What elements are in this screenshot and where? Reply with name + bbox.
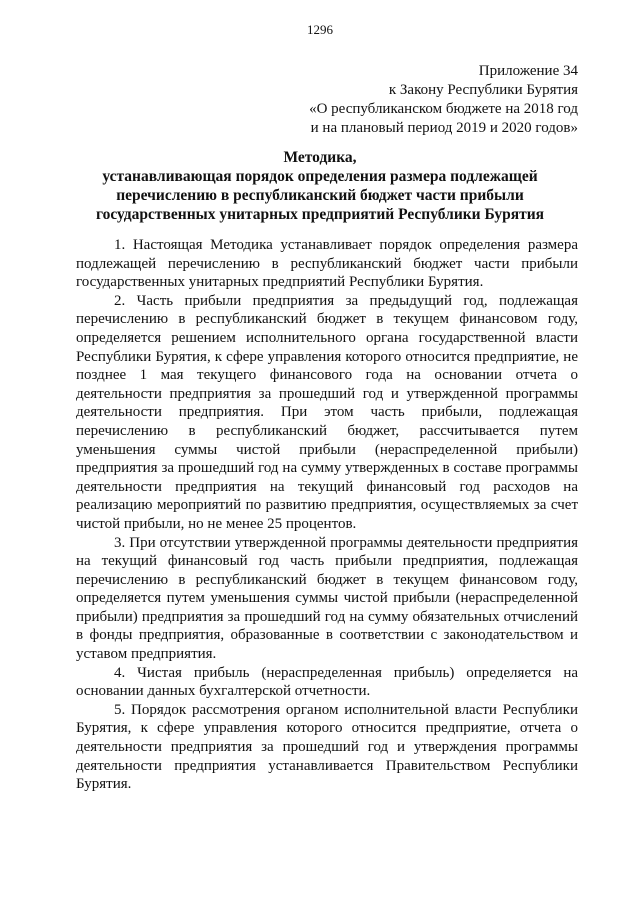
title-line-4: государственных унитарных предприятий Республики Бурятия (95, 206, 545, 223)
paragraph-2: 2. Часть прибыли предприятия за предыдущий год, подлежащая перечислению в республиканский бюджет в текущем финансовом году, определяется решением исполнительного органа государственной власти Республики Бурятия, к сфере управления которого относится предприятие, не позднее 1 мая текущего финансового года на основании отчета о деятельности предприятия за прошедший год и утвержденной программы деятельности предприятия. При этом часть прибыли, подлежащая перечислению в республиканский бюджет, рассчитывается путем уменьшения суммы чистой прибыли (нераспределенной прибыли) предприятия за прошедший год на сумму утвержденных в составе программы деятельности предприятия на текущий финансовый год расходов на реализацию мероприятий по развитию предприятия, осуществляемых за счет чистой прибыли, но не менее 25 процентов. (76, 292, 578, 532)
title-line-2: устанавливающая порядок определения размера подлежащей (102, 168, 538, 185)
title-line-3: перечислению в республиканский бюджет части прибыли (116, 187, 524, 204)
title-line-1: Методика, (283, 149, 357, 166)
annex-law-reference: к Закону Республики Бурятия (388, 82, 578, 98)
document-title (60, 148, 580, 224)
annex-number: Приложение 34 (478, 63, 578, 79)
paragraph-4: 4. Чистая прибыль (нераспределенная прибыль) определяется на основании данных бухгалтерской отчетности. (76, 664, 578, 700)
paragraph-3: 3. При отсутствии утвержденной программы деятельности предприятия на текущий финансовый год часть прибыли предприятия, подлежащая перечислению в республиканский бюджет в текущем финансовом году, определяется путем уменьшения суммы чистой прибыли (нераспределенной прибыли) предприятия за прошедший год на сумму обязательных отчислений в фонды предприятия, образованные в соответствии с законодательством и уставом предприятия. (76, 534, 578, 663)
page-number: 1296 (307, 22, 333, 37)
paragraph-1: 1. Настоящая Методика устанавливает порядок определения размера подлежащей перечислению в республиканский бюджет части прибыли государственных унитарных предприятий Республики Бурятия. (76, 237, 578, 291)
annex-header (309, 62, 578, 138)
document-body (76, 236, 578, 794)
annex-law-title: «О республиканском бюджете на 2018 год (309, 101, 578, 117)
paragraph-5: 5. Порядок рассмотрения органом исполнительной власти Республики Бурятия, к сфере управления которого относится предприятие, отчета о деятельности предприятия за прошедший год и утверждения программы деятельности предприятия устанавливается Правительством Республики Бурятия. (76, 701, 578, 793)
annex-law-period: и на плановый период 2019 и 2020 годов» (310, 120, 578, 136)
